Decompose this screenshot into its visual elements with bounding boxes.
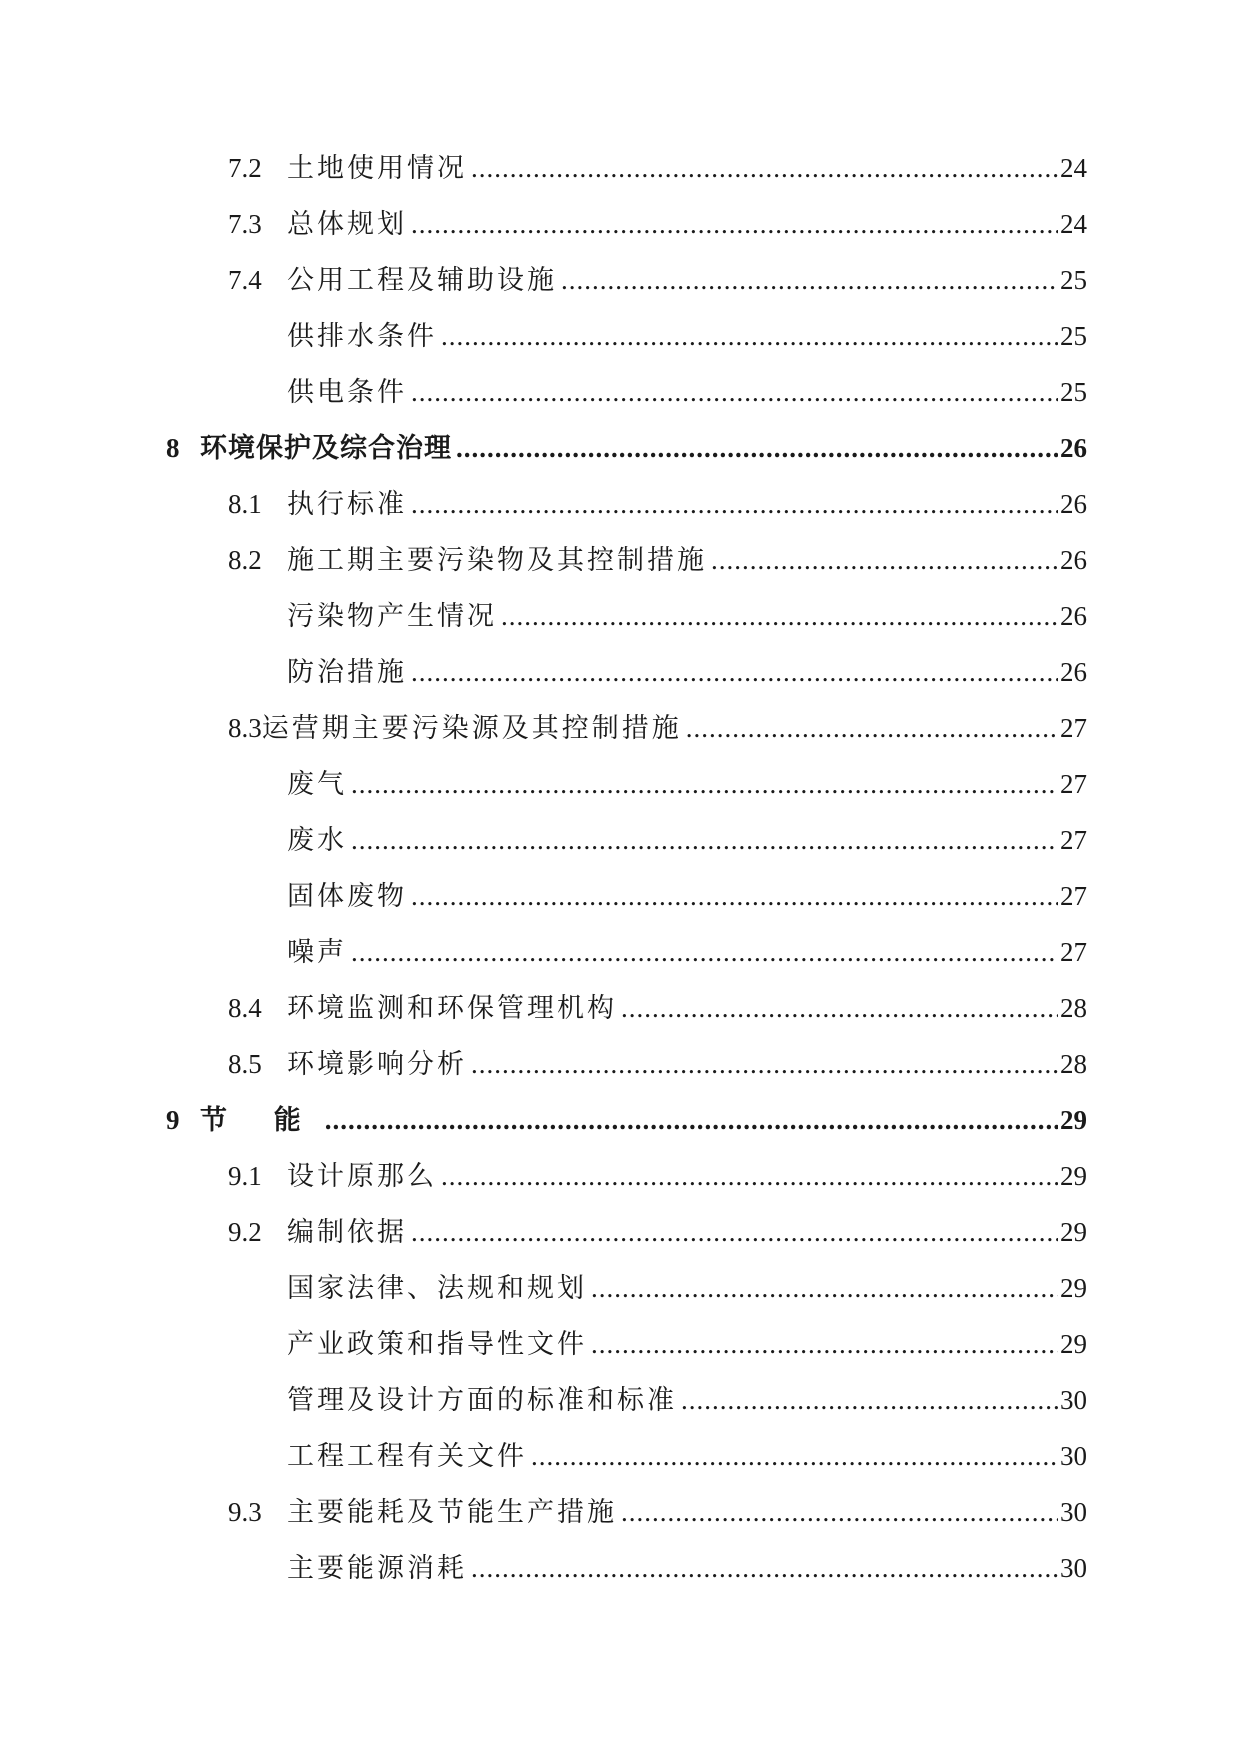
toc-title: 公用工程及辅助设施	[287, 265, 557, 295]
toc-page-number: 24	[1060, 209, 1087, 239]
toc-title: 废水	[287, 825, 347, 855]
toc-number: 9.1	[228, 1161, 262, 1191]
toc-number: 8.4	[228, 993, 262, 1023]
toc-page-number: 26	[1060, 489, 1087, 519]
toc-title: 施工期主要污染物及其控制措施	[287, 545, 707, 575]
toc-page-number: 30	[1060, 1497, 1087, 1527]
toc-entry[interactable]	[0, 538, 1241, 594]
toc-page-number: 25	[1060, 265, 1087, 295]
toc-chapter-title: 环境保护及综合治理	[200, 433, 452, 463]
toc-number: 8.3	[228, 713, 262, 743]
toc-page-number: 29	[1060, 1273, 1087, 1303]
toc-entry[interactable]	[0, 1042, 1241, 1098]
toc-entry[interactable]	[0, 202, 1241, 258]
dot-leader	[686, 713, 1058, 744]
dot-leader	[441, 321, 1058, 352]
toc-entry[interactable]	[0, 1546, 1241, 1602]
toc-entry[interactable]	[0, 594, 1241, 650]
toc-title: 土地使用情况	[287, 153, 467, 183]
toc-page-number: 30	[1060, 1441, 1087, 1471]
toc-entry[interactable]	[0, 258, 1241, 314]
toc-title: 设计原那么	[287, 1161, 437, 1191]
toc-title: 运营期主要污染源及其控制措施	[261, 713, 682, 743]
toc-title: 管理及设计方面的标准和标准	[287, 1385, 677, 1415]
dot-leader	[351, 937, 1058, 968]
toc-number: 7.2	[228, 153, 262, 183]
toc-page-number: 27	[1060, 937, 1087, 967]
toc-title: 环境监测和环保管理机构	[287, 993, 617, 1023]
toc-number: 8.1	[228, 489, 262, 519]
toc-entry[interactable]	[0, 1266, 1241, 1322]
toc-page-number: 30	[1060, 1385, 1087, 1415]
toc-entry[interactable]	[0, 1322, 1241, 1378]
toc-page-number: 27	[1060, 713, 1087, 743]
toc-page-number: 29	[1060, 1161, 1087, 1191]
dot-leader	[351, 825, 1058, 856]
toc-number: 9.3	[228, 1497, 262, 1527]
toc-page-number: 26	[1060, 433, 1087, 463]
dot-leader	[441, 1161, 1058, 1192]
toc-title: 产业政策和指导性文件	[287, 1329, 587, 1359]
toc-title: 工程工程有关文件	[287, 1441, 527, 1471]
toc-entry[interactable]	[0, 706, 1241, 762]
dot-leader	[531, 1441, 1058, 1472]
toc-page-number: 27	[1060, 769, 1087, 799]
toc-entry[interactable]	[0, 1490, 1241, 1546]
toc-number: 7.3	[228, 209, 262, 239]
dot-leader	[351, 769, 1058, 800]
toc-page-number: 26	[1060, 545, 1087, 575]
dot-leader	[501, 601, 1058, 632]
toc-chapter-number: 9	[166, 1105, 180, 1135]
dot-leader	[561, 265, 1058, 296]
toc-page-number: 25	[1060, 321, 1087, 351]
toc-page-number: 26	[1060, 657, 1087, 687]
toc-title: 供电条件	[287, 377, 407, 407]
dot-leader	[471, 1553, 1058, 1584]
dot-leader	[411, 1217, 1058, 1248]
toc-title: 污染物产生情况	[287, 601, 497, 631]
toc-chapter-entry[interactable]	[0, 426, 1241, 482]
dot-leader	[681, 1385, 1058, 1416]
toc-chapter-number: 8	[166, 433, 180, 463]
toc-page-number: 29	[1060, 1329, 1087, 1359]
toc-page-number: 26	[1060, 601, 1087, 631]
table-of-contents	[0, 146, 1241, 1602]
dot-leader	[411, 881, 1058, 912]
toc-title: 供排水条件	[287, 321, 437, 351]
toc-entry[interactable]	[0, 650, 1241, 706]
toc-page-number: 29	[1060, 1217, 1087, 1247]
toc-entry[interactable]	[0, 930, 1241, 986]
toc-entry[interactable]	[0, 1434, 1241, 1490]
toc-entry[interactable]	[0, 762, 1241, 818]
dot-leader	[621, 1497, 1058, 1528]
toc-page-number: 28	[1060, 1049, 1087, 1079]
dot-leader	[325, 1105, 1058, 1136]
toc-entry[interactable]	[0, 874, 1241, 930]
toc-title: 编制依据	[287, 1217, 407, 1247]
dot-leader	[411, 489, 1058, 520]
dot-leader	[411, 657, 1058, 688]
toc-entry[interactable]	[0, 314, 1241, 370]
toc-title: 主要能耗及节能生产措施	[287, 1497, 617, 1527]
toc-page-number: 30	[1060, 1553, 1087, 1583]
toc-entry[interactable]	[0, 1378, 1241, 1434]
toc-page-number: 29	[1060, 1105, 1087, 1135]
dot-leader	[621, 993, 1058, 1024]
toc-entry[interactable]	[0, 482, 1241, 538]
toc-title: 防治措施	[287, 657, 407, 687]
dot-leader	[471, 153, 1058, 184]
toc-title: 国家法律、法规和规划	[287, 1273, 587, 1303]
toc-title: 环境影响分析	[287, 1049, 467, 1079]
toc-page-number: 28	[1060, 993, 1087, 1023]
toc-entry[interactable]	[0, 146, 1241, 202]
dot-leader	[711, 545, 1058, 576]
toc-entry[interactable]	[0, 818, 1241, 874]
toc-title: 废气	[287, 769, 347, 799]
dot-leader	[591, 1273, 1058, 1304]
toc-page-number: 25	[1060, 377, 1087, 407]
dot-leader	[456, 433, 1058, 464]
toc-page-number: 24	[1060, 153, 1087, 183]
dot-leader	[411, 377, 1058, 408]
toc-number: 8.5	[228, 1049, 262, 1079]
toc-page-number: 27	[1060, 825, 1087, 855]
dot-leader	[591, 1329, 1058, 1360]
toc-chapter-title: 节 能	[200, 1105, 321, 1135]
toc-page-number: 27	[1060, 881, 1087, 911]
toc-entry[interactable]	[0, 1210, 1241, 1266]
toc-title: 执行标准	[287, 489, 407, 519]
toc-number: 8.2	[228, 545, 262, 575]
toc-entry[interactable]	[0, 1154, 1241, 1210]
toc-chapter-entry[interactable]	[0, 1098, 1241, 1154]
dot-leader	[411, 209, 1058, 240]
toc-title: 噪声	[287, 937, 347, 967]
toc-title: 固体废物	[287, 881, 407, 911]
toc-entry[interactable]	[0, 986, 1241, 1042]
toc-number: 9.2	[228, 1217, 262, 1247]
toc-number: 7.4	[228, 265, 262, 295]
dot-leader	[471, 1049, 1058, 1080]
toc-entry[interactable]	[0, 370, 1241, 426]
toc-title: 总体规划	[287, 209, 407, 239]
toc-title: 主要能源消耗	[287, 1553, 467, 1583]
